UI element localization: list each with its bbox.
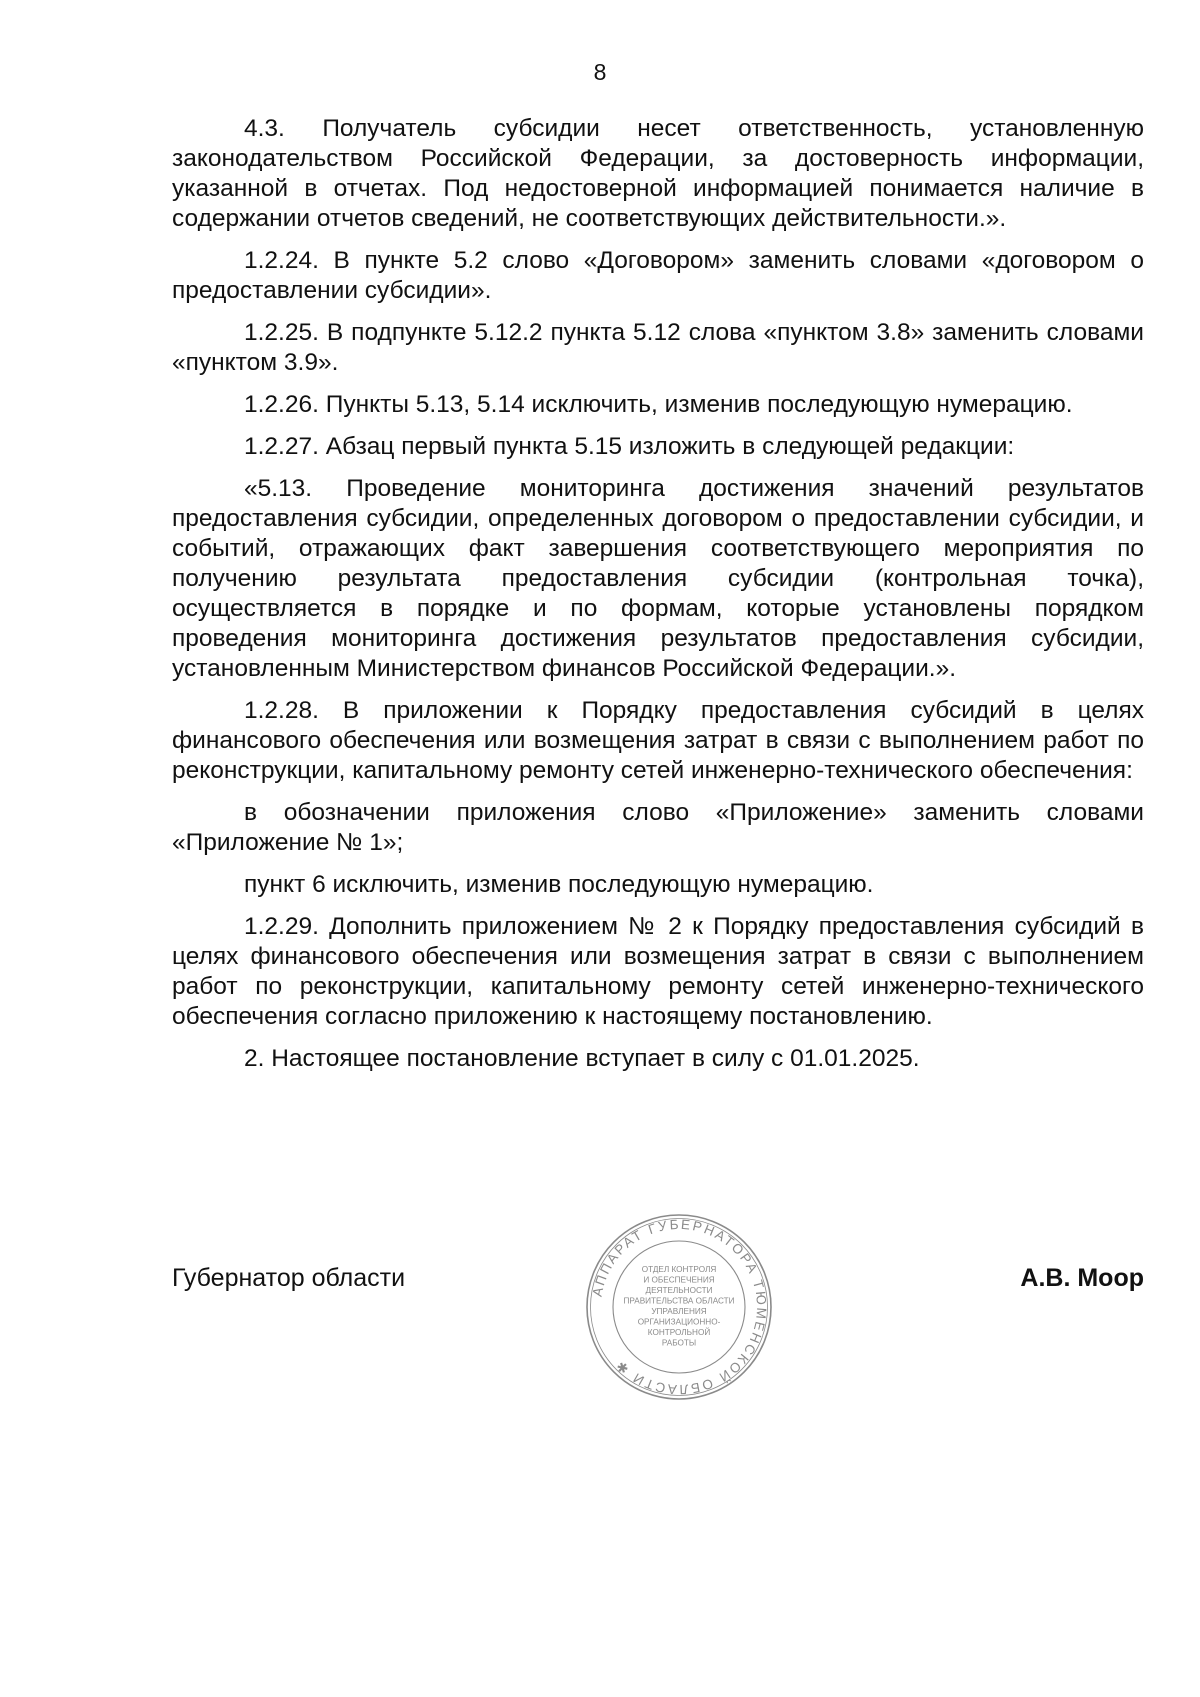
stamp-inner-line: КОНТРОЛЬНОЙ	[647, 1328, 711, 1337]
paragraph-5-13-quote: «5.13. Проведение мониторинга достижения значений результатов предоставления субсидии, определенных договором о предоставлении субсидии, и событий, отражающих факт завершения соответствующего мероприятия по получению результата предоставления субсидии (контрольная точка), осуществляется в порядке и по формам, которые установлены порядком проведения мониторинга достижения результатов предоставления субсидии, установленным Министерством финансов Российской Федерации.».	[172, 475, 1144, 682]
paragraph-1-2-25: 1.2.25. В подпункте 5.12.2 пункта 5.12 слова «пунктом 3.8» заменить словами «пунктом 3.9».	[172, 319, 1144, 376]
paragraph-1-2-28: 1.2.28. В приложении к Порядку предоставления субсидий в целях финансового обеспечения или возмещения затрат в связи с выполнением работ по реконструкции, капитальному ремонту сетей инженерно-технического обеспечения:	[172, 697, 1144, 784]
signer-title: Губернатор области	[172, 1264, 406, 1292]
stamp-inner-line: ДЕЯТЕЛЬНОСТИ	[645, 1286, 713, 1295]
paragraph-4-3: 4.3. Получатель субсидии несет ответственность, установленную законодательством Российской Федерации, за достоверность информации, указанной в отчетах. Под недостоверной информацией понимается наличие в содержании отчетов сведений, не соответствующих действительности.».	[172, 115, 1144, 232]
stamp-inner-line: И ОБЕСПЕЧЕНИЯ	[643, 1275, 715, 1285]
official-stamp	[584, 1212, 774, 1402]
signer-name: А.В. Моор	[1020, 1264, 1144, 1292]
stamp-inner-line: ОРГАНИЗАЦИОННО-	[637, 1317, 721, 1327]
stamp-graphic	[584, 1212, 774, 1402]
paragraph-1-2-27: 1.2.27. Абзац первый пункта 5.15 изложить в следующей редакции:	[244, 433, 1015, 460]
paragraph-1-2-26: 1.2.26. Пункты 5.13, 5.14 исключить, изменив последующую нумерацию.	[244, 391, 1073, 418]
paragraph-1-2-29: 1.2.29. Дополнить приложением № 2 к Порядку предоставления субсидий в целях финансового обеспечения или возмещения затрат в связи с выполнением работ по реконструкции, капитальному ремонту сетей инженерно-технического обеспечения согласно приложению к настоящему постановлению.	[172, 913, 1144, 1030]
paragraph-item-6-exclude: пункт 6 исключить, изменив последующую нумерацию.	[244, 871, 874, 898]
stamp-inner-line: ОТДЕЛ КОНТРОЛЯ	[641, 1265, 717, 1274]
page-number: 8	[593, 59, 607, 85]
paragraph-appendix-designation: в обозначении приложения слово «Приложение» заменить словами «Приложение № 1»;	[172, 799, 1144, 856]
paragraph-effective-date: 2. Настоящее постановление вступает в силу с 01.01.2025.	[244, 1045, 920, 1072]
stamp-inner-line: РАБОТЫ	[661, 1338, 697, 1348]
stamp-inner-line: УПРАВЛЕНИЯ	[651, 1307, 707, 1316]
stamp-inner-text	[623, 1265, 734, 1348]
stamp-ring-textpath: АППАРАТ ГУБЕРНАТОРА ТЮМЕНСКОЙ ОБЛАСТИ ✱	[589, 1216, 770, 1398]
stamp-inner-line: ПРАВИТЕЛЬСТВА ОБЛАСТИ	[623, 1296, 735, 1306]
paragraph-1-2-24: 1.2.24. В пункте 5.2 слово «Договором» заменить словами «договором о предоставлении субсидии».	[172, 247, 1144, 304]
document-body	[172, 114, 1144, 1086]
